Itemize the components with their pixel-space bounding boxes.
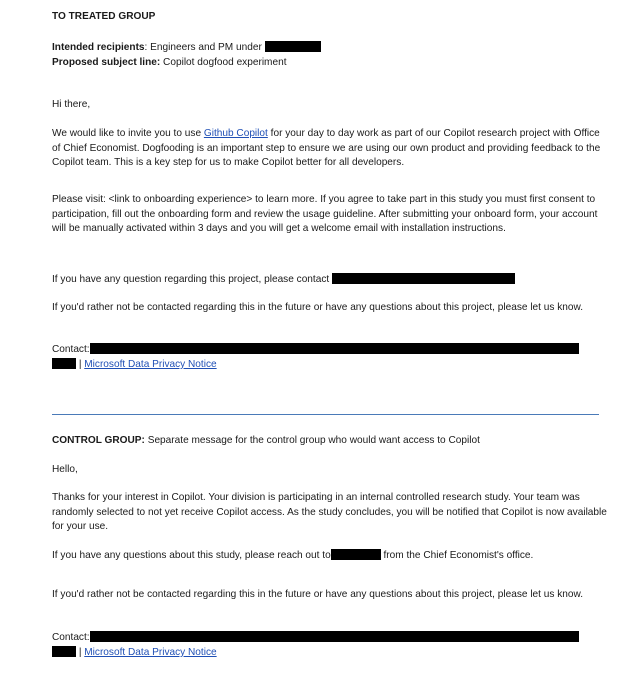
redaction-bar	[52, 646, 76, 657]
control-contact-line: Contact:	[52, 631, 607, 646]
treated-paragraph-onboarding: Please visit: <link to onboarding experience> to learn more. If you agree to take part in this study you must first consent to participation, fill out the onboarding form and review the usage guideline. After submitting your onboard form, your account will be manually activated within 3 days and you will get a welcome email with installation instructions.	[52, 194, 598, 235]
treated-contact-line: Contact:	[52, 343, 607, 358]
treated-privacy-line: | Microsoft Data Privacy Notice	[52, 358, 607, 373]
treated-heading: TO TREATED GROUP	[52, 11, 156, 22]
github-copilot-link[interactable]: Github Copilot	[203, 128, 268, 139]
control-privacy-line: | Microsoft Data Privacy Notice	[52, 646, 607, 661]
treated-paragraph-opt-out: If you'd rather not be contacted regarding this in the future or have any questions about this project, please let us know.	[52, 302, 584, 313]
control-greeting: Hello,	[52, 464, 78, 475]
intended-recipients-line: Intended recipients: Engineers and PM under	[52, 41, 607, 56]
redaction-bar	[332, 273, 515, 284]
section-divider	[52, 414, 599, 415]
privacy-notice-link[interactable]: Microsoft Data Privacy Notice	[84, 647, 217, 658]
control-paragraph-question: If you have any questions about this study, please reach out to from the Chief Economist's office.	[52, 550, 534, 561]
control-paragraph-thanks: Thanks for your interest in Copilot. Your division is participating in an internal controlled research study. Your team was randomly selected to not yet receive Copilot access. As the study concludes, you will be notified that Copilot is now available for your use.	[52, 492, 607, 533]
redaction-bar	[52, 358, 76, 369]
treated-paragraph-question: If you have any question regarding this project, please contact	[52, 273, 607, 288]
redaction-bar	[331, 549, 381, 560]
treated-paragraph-invite: We would like to invite you to use Github Copilot for your day to day work as part of our Copilot research project with Office of Chief Economist. Dogfooding is an important step to ensure we are using our own product and providing feedback to the Copilot team. This is a key step for us to make Copilot better for all developers.	[52, 128, 601, 169]
control-heading: CONTROL GROUP: Separate message for the control group who would want access to Copilot	[52, 435, 480, 446]
subject-line: Proposed subject line: Copilot dogfood experiment	[52, 57, 287, 68]
privacy-notice-link[interactable]: Microsoft Data Privacy Notice	[84, 359, 217, 370]
control-paragraph-opt-out: If you'd rather not be contacted regarding this in the future or have any questions about this project, please let us know.	[52, 589, 584, 600]
redaction-bar	[265, 41, 321, 52]
redaction-bar	[90, 343, 579, 354]
redaction-bar	[90, 631, 579, 642]
treated-greeting: Hi there,	[52, 99, 91, 110]
